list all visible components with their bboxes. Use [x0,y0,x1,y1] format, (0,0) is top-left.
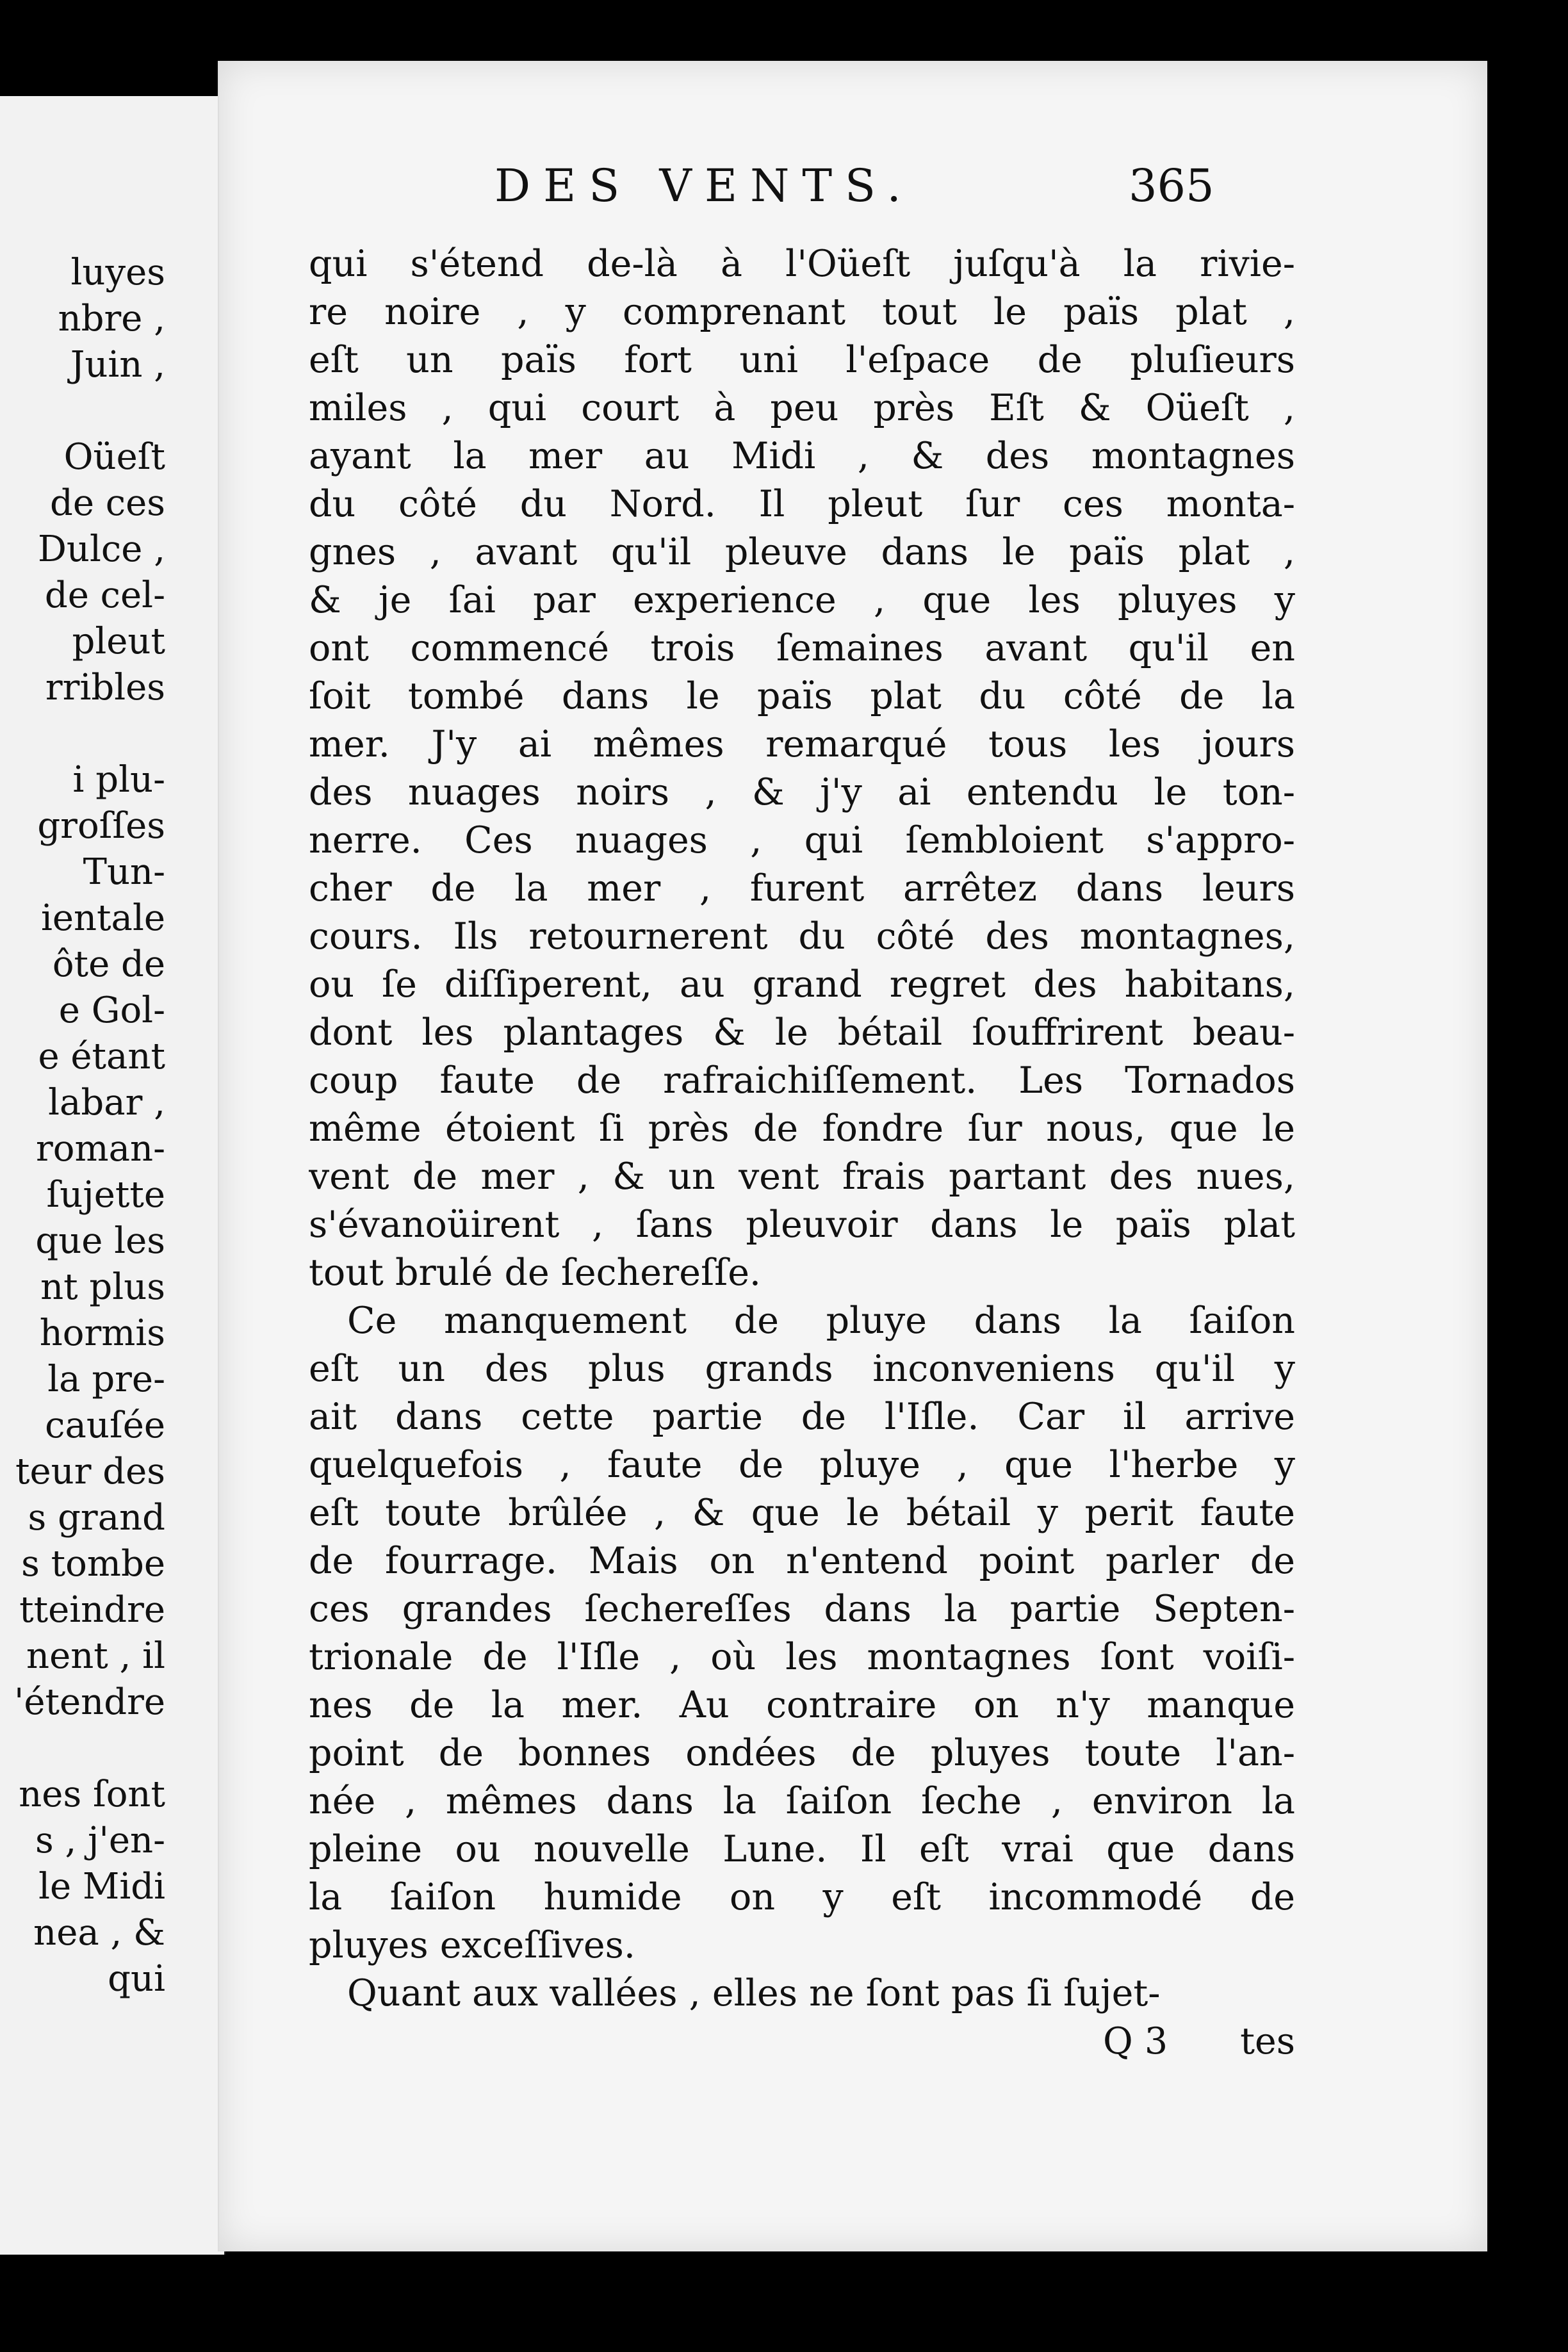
text-line: ces grandes ſechereſſes dans la partie Septen- [309,1588,1295,1630]
left-fragment-line: nent , il [26,1635,165,1677]
text-line: même étoient ſi près de fondre ſur nous, que le [309,1107,1295,1150]
text-line: pleine ou nouvelle Lune. Il eſt vrai que dans [309,1828,1295,1870]
left-fragment-line: s , j'en- [35,1820,165,1861]
left-fragment-line: le Midi [38,1866,165,1907]
page-number: 365 [1129,159,1214,212]
left-fragment-line: 'étendre [13,1681,165,1723]
left-fragment-line: rribles [45,667,165,708]
text-line: tout brulé de ſechereſſe. [309,1252,762,1294]
left-page-text [0,250,224,2002]
left-fragment-line: hormis [39,1312,165,1354]
text-line: gnes , avant qu'il pleuve dans le païs plat , [309,531,1295,573]
page-header [219,157,1487,215]
left-fragment-line [0,711,224,757]
book-page [218,61,1487,2251]
left-fragment-line: teur des [15,1451,165,1492]
text-line: ayant la mer au Midi , & des montagnes [309,435,1295,477]
left-fragment-line: Oüeſt [63,436,165,478]
text-line: nerre. Ces nuages , qui ſembloient s'appro- [309,819,1295,862]
text-line: de fourrage. Mais on n'entend point parler de [309,1540,1295,1582]
left-fragment-line: labar , [48,1082,165,1123]
left-fragment-line: pleut [72,621,165,662]
text-line: ou ſe diſſiperent, au grand regret des habitans, [309,963,1295,1006]
left-fragment-line: Dulce , [38,528,165,570]
left-fragment-line: e étant [38,1036,165,1077]
left-fragment-line: de ces [49,482,165,524]
text-line: qui s'étend de-là à l'Oüeſt juſqu'à la rivie- [309,243,1295,285]
text-line: nes de la mer. Au contraire on n'y manque [309,1684,1295,1726]
left-fragment-line: roman- [36,1128,165,1170]
left-fragment-line: que les [35,1220,165,1262]
left-fragment-line: ſujette [46,1174,165,1216]
text-line: re noire , y comprenant tout le païs plat , [309,291,1295,333]
left-fragment-line: ientale [40,897,165,939]
text-line: cher de la mer , furent arrêtez dans leurs [309,867,1295,910]
text-line: Quant aux vallées , elles ne ſont pas ſi ſujet- [347,1972,1161,2014]
text-line: du côté du Nord. Il pleut ſur ces monta- [309,483,1295,525]
text-line: mer. J'y ai mêmes remarqué tous les jours [309,723,1295,765]
text-line: des nuages noirs , & j'y ai entendu le ton- [309,771,1295,813]
left-page-fragment [0,96,225,2255]
text-line: ait dans cette partie de l'Iſle. Car il arrive [309,1396,1295,1438]
left-fragment-line: e Gol- [58,990,165,1031]
text-line: la ſaiſon humide on y eſt incommodé de [309,1876,1295,1918]
text-line: & je ſai par experience , que les pluyes y [309,579,1295,621]
left-fragment-line: luyes [70,252,165,293]
left-fragment-line [0,388,224,434]
text-line: eſt toute brûlée , & que le bétail y perit faute [309,1492,1295,1534]
left-fragment-line: Tun- [83,851,165,893]
signature-mark: Q 3 [1103,2020,1168,2062]
left-fragment-line: nbre , [58,298,165,339]
left-fragment-line [0,1726,224,1772]
left-fragment-line: la pre- [47,1359,165,1400]
catchword: tes [1240,2020,1295,2062]
left-fragment-line: s tombe [21,1543,165,1585]
left-fragment-line: groſſes [37,805,165,847]
left-fragment-line: tteindre [19,1589,165,1631]
text-line: point de bonnes ondées de pluyes toute l'an- [309,1732,1295,1774]
left-fragment-line: nt plus [40,1266,165,1308]
text-line: cours. Ils retournerent du côté des montagnes, [309,915,1295,958]
text-line: ſoit tombé dans le païs plat du côté de la [309,675,1295,717]
page-footer [309,2018,1295,2066]
left-fragment-line: ôte de [52,943,165,985]
left-fragment-line: i plu- [72,759,165,801]
text-line: miles , qui court à peu près Eſt & Oüeſt , [309,387,1295,429]
body-text [309,240,1295,2018]
text-line: Ce manquement de pluye dans la ſaiſon [347,1300,1295,1342]
text-line: vent de mer , & un vent frais partant des nues, [309,1156,1295,1198]
left-fragment-line: nes ſont [19,1774,165,1815]
text-line: eſt un des plus grands inconveniens qu'il y [309,1348,1295,1390]
left-fragment-line: qui [108,1958,165,2000]
text-line: pluyes exceſſives. [309,1924,635,1966]
left-fragment-line: nea , & [33,1912,165,1954]
left-fragment-line: Juin , [70,344,165,386]
text-line: ont commencé trois ſemaines avant qu'il en [309,627,1295,669]
text-line: trionale de l'Iſle , où les montagnes ſont voiſi- [309,1636,1295,1678]
text-line: coup faute de rafraichiſſement. Les Tornados [309,1059,1295,1102]
running-title: DES VENTS. [494,159,914,212]
text-line: s'évanoüirent , ſans pleuvoir dans le païs plat [309,1204,1295,1246]
text-line: née , mêmes dans la ſaiſon ſeche , environ la [309,1780,1295,1822]
text-line: quelquefois , faute de pluye , que l'herbe y [309,1444,1295,1486]
left-fragment-line: cauſée [45,1405,165,1446]
left-fragment-line: de cel- [44,575,165,616]
text-line: dont les plantages & le bétail ſouffrirent beau- [309,1011,1295,1054]
text-line: eſt un païs fort uni l'eſpace de pluſieurs [309,339,1295,381]
left-fragment-line: s grand [28,1497,165,1539]
